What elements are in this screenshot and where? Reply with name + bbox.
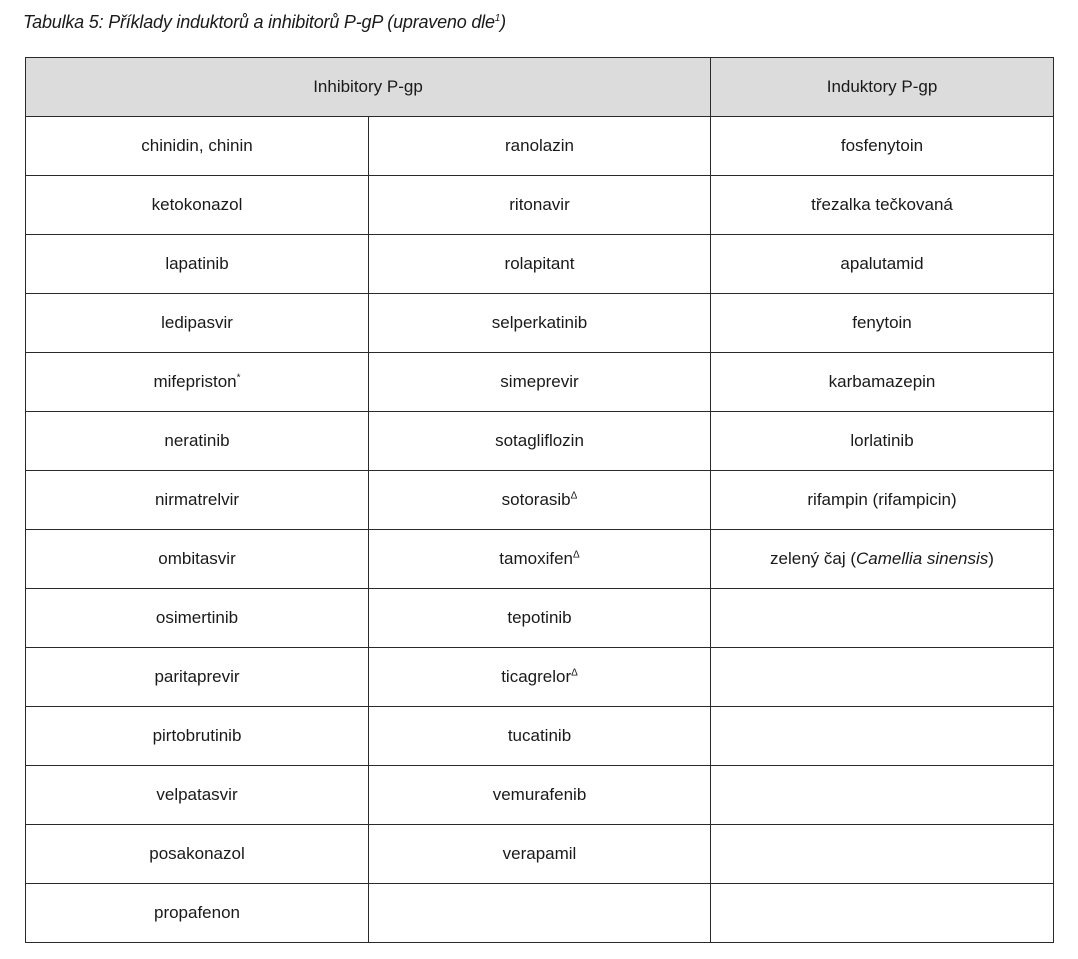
inducer-cell xyxy=(711,294,1054,353)
inducer-cell xyxy=(711,235,1054,294)
cell-text: neratinib xyxy=(164,431,230,450)
table-row xyxy=(26,294,1054,353)
header-inhibitors: Inhibitory P-gp xyxy=(26,58,711,117)
inhibitor-cell-col1 xyxy=(26,471,369,530)
cell-text: sotorasib xyxy=(501,490,571,509)
cell-text: tamoxifen xyxy=(499,549,573,568)
inhibitor-cell-col2 xyxy=(369,412,711,471)
inhibitor-cell-col1 xyxy=(26,825,369,884)
table-header-row xyxy=(26,58,1054,117)
inhibitor-cell-col2 xyxy=(369,648,711,707)
cell-text: sotagliflozin xyxy=(495,431,584,450)
inducer-cell xyxy=(711,471,1054,530)
latin-name: Camellia sinensis xyxy=(856,549,989,568)
inhibitor-cell-col1 xyxy=(26,589,369,648)
table-row xyxy=(26,353,1054,412)
table-row xyxy=(26,884,1054,943)
inhibitor-cell-col1 xyxy=(26,353,369,412)
table-row xyxy=(26,412,1054,471)
footnote-mark: Δ xyxy=(570,490,578,502)
inhibitor-cell-col1 xyxy=(26,766,369,825)
cell-text: pirtobrutinib xyxy=(152,726,242,745)
cell-text: ketokonazol xyxy=(151,195,243,214)
latin-close: ) xyxy=(988,549,994,568)
cell-text: tepotinib xyxy=(507,608,572,627)
cell-text: simeprevir xyxy=(500,372,579,391)
cell-text: velpatasvir xyxy=(156,785,238,804)
inducer-cell xyxy=(711,707,1054,766)
table-row xyxy=(26,176,1054,235)
footnote-mark: Δ xyxy=(571,667,578,679)
cell-text: třezalka tečkovaná xyxy=(811,195,953,214)
pgp-table xyxy=(25,57,1054,943)
inhibitor-cell-col2 xyxy=(369,176,711,235)
cell-text: nirmatrelvir xyxy=(154,490,240,509)
inhibitor-cell-col2 xyxy=(369,825,711,884)
inhibitor-cell-col1 xyxy=(26,707,369,766)
inducer-cell xyxy=(711,884,1054,943)
cell-text: lorlatinib xyxy=(850,431,914,450)
cell-text: rolapitant xyxy=(504,254,575,273)
inhibitor-cell-col1 xyxy=(26,117,369,176)
inhibitor-cell-col1 xyxy=(26,176,369,235)
table-row xyxy=(26,707,1054,766)
inducer-cell xyxy=(711,648,1054,707)
cell-text: verapamil xyxy=(502,844,577,863)
cell-text: mifepriston xyxy=(153,372,237,391)
inhibitor-cell-col2 xyxy=(369,353,711,412)
table-row xyxy=(26,589,1054,648)
cell-text: ritonavir xyxy=(509,195,570,214)
cell-text: fosfenytoin xyxy=(840,136,924,155)
cell-text: posakonazol xyxy=(149,844,245,863)
inducer-cell xyxy=(711,176,1054,235)
cell-text: tucatinib xyxy=(507,726,572,745)
caption-reference: 1 xyxy=(494,13,501,24)
caption-close: ) xyxy=(500,12,506,32)
inducer-cell xyxy=(711,825,1054,884)
caption-text: Tabulka 5: Příklady induktorů a inhibitorů P-gP (upraveno dle xyxy=(23,12,495,32)
inhibitor-cell-col1 xyxy=(26,294,369,353)
table-row xyxy=(26,530,1054,589)
table-row xyxy=(26,117,1054,176)
cell-text: lapatinib xyxy=(165,254,229,273)
cell-text: selperkatinib xyxy=(491,313,588,332)
inhibitor-cell-col1 xyxy=(26,530,369,589)
inhibitor-cell-col2 xyxy=(369,294,711,353)
inhibitor-cell-col2 xyxy=(369,589,711,648)
table-body xyxy=(26,117,1054,943)
inducer-cell xyxy=(711,589,1054,648)
cell-text: paritaprevir xyxy=(154,667,240,686)
cell-text: rifampin (rifampicin) xyxy=(807,490,957,509)
footnote-mark: Δ xyxy=(573,549,580,561)
cell-text: vemurafenib xyxy=(492,785,587,804)
cell-text: propafenon xyxy=(153,903,241,922)
cell-text: fenytoin xyxy=(852,313,912,332)
cell-text: zelený čaj ( xyxy=(770,549,857,568)
inhibitor-cell-col1 xyxy=(26,235,369,294)
cell-text: ledipasvir xyxy=(161,313,233,332)
inducer-cell xyxy=(711,353,1054,412)
inducer-cell xyxy=(711,117,1054,176)
inhibitor-cell-col1 xyxy=(26,412,369,471)
table-row xyxy=(26,766,1054,825)
cell-text: ticagrelor xyxy=(501,667,572,686)
inducer-cell xyxy=(711,530,1054,589)
inhibitor-cell-col2 xyxy=(369,530,711,589)
inhibitor-cell-col2 xyxy=(369,471,711,530)
inhibitor-cell-col2 xyxy=(369,884,711,943)
inhibitor-cell-col2 xyxy=(369,235,711,294)
cell-text: ombitasvir xyxy=(158,549,236,568)
header-inducers: Induktory P-gp xyxy=(711,58,1054,117)
inhibitor-cell-col2 xyxy=(369,117,711,176)
inhibitor-cell-col1 xyxy=(26,884,369,943)
cell-text: chinidin, chinin xyxy=(141,136,253,155)
inhibitor-cell-col1 xyxy=(26,648,369,707)
inducer-cell xyxy=(711,766,1054,825)
cell-text: osimertinib xyxy=(155,608,239,627)
inhibitor-cell-col2 xyxy=(369,707,711,766)
cell-text: apalutamid xyxy=(840,254,924,273)
inhibitor-cell-col2 xyxy=(369,766,711,825)
inducer-cell xyxy=(711,412,1054,471)
cell-text: ranolazin xyxy=(505,136,574,155)
table-row xyxy=(26,648,1054,707)
table-row xyxy=(26,471,1054,530)
table-row xyxy=(26,825,1054,884)
cell-text: karbamazepin xyxy=(828,372,936,391)
table-row xyxy=(26,235,1054,294)
footnote-mark: * xyxy=(236,372,241,384)
table-caption xyxy=(23,12,506,33)
